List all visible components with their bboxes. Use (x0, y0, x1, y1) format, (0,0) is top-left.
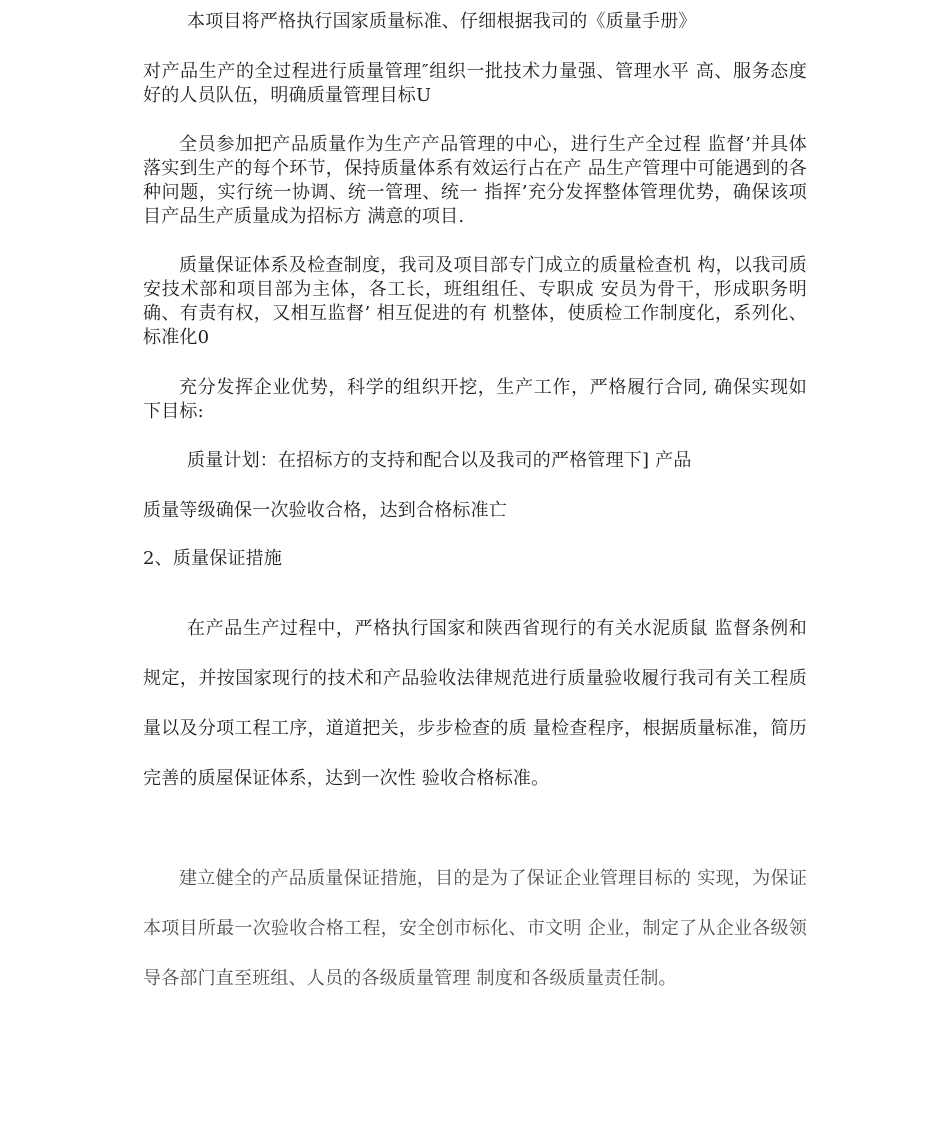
paragraph-enterprise-advantage: 充分发挥企业优势，科学的组织开挖，生产工作，严格履行合同, 确保实现如下目标: (143, 377, 807, 422)
paragraph-quality-plan: 质量计划：在招标方的支持和配合以及我司的严格管理下] 产品 (187, 450, 692, 471)
paragraph-inspection-system: 质量保证体系及检查制度，我司及项目部专门成立的质量检查机 构，以我司质安技术部和项目部为主体，各工长，班组组任、专职成 安员为骨干，形成职务明确、有责有权，又相互监督’ 相互促进的有 机整体，使质检工作制度化，系列化、标准化0 (143, 255, 807, 348)
paragraph-production-process: 在产品生产过程中，严格执行国家和陕西省现行的有关水泥质鼠 监督条例和规定，并按国家现行的技术和产品验收法律规范进行质量验收履行我司有关工程质量以及分项工程工序，道道把关，步步检查的质 量检查程序，根据质量标准，简历完善的质屋保证体系，达到一次性 验收合格标准。 (143, 618, 807, 789)
paragraph-quality-assurance: 建立健全的产品质量保证措施，目的是为了保证企业管理目标的 实现，为保证本项目所最一次验收合格工程，安全创市标化、市文明 企业，制定了从企业各级领导各部门直至班组、人员的各级质量管理 制度和各级质量责任制。 (143, 868, 807, 989)
paragraph-quality-grade: 质量等级确保一次验收合格，达到合格标准亡 (143, 500, 507, 521)
paragraph-quality-management: 对产品生产的全过程进行质量管理″组织一批技术力量强、管理水平 高、服务态度好的人员队伍，明确质量管理目标U (143, 61, 807, 106)
section-heading-quality-measures: 2、质量保证措施 (143, 548, 283, 569)
paragraph-full-participation: 全员参加把产品质量作为生产产品管理的中心，进行生产全过程 监督’并具体落实到生产的每个环节，保持质量体系有效运行占在产 品生产管理中可能遇到的各种问题，实行统一协调、统一管理、统一 指挥’充分发挥整体管理优势，确保该项目产品生产质量成为招标方 满意的项目. (143, 134, 807, 227)
paragraph-intro: 本项目将严格执行国家质量标准、仔细根据我司的《质量手册》 (187, 11, 697, 32)
